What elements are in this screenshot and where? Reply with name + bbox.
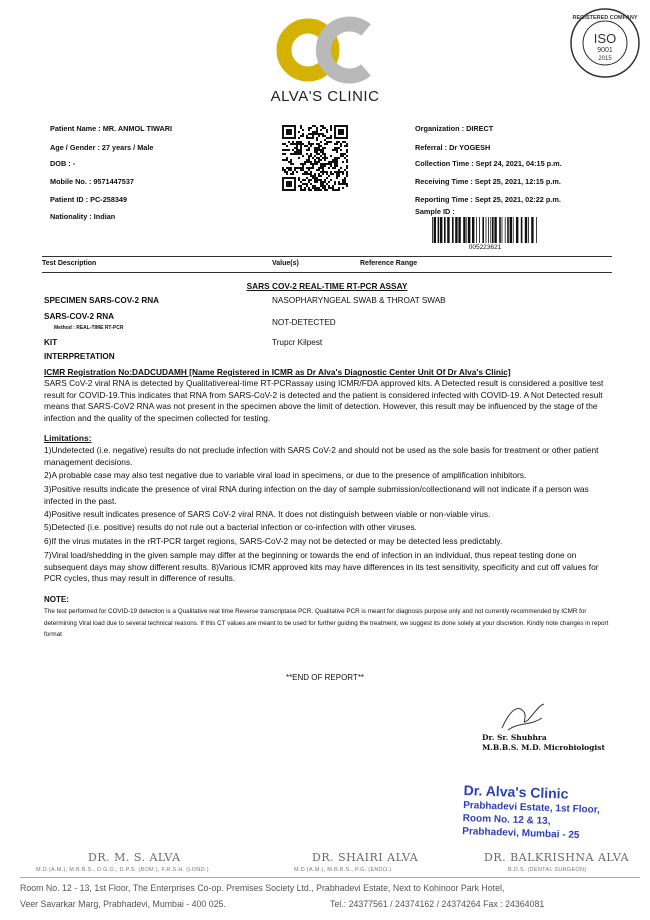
kit-label: KIT — [44, 338, 58, 347]
rna-label: SARS-COV-2 RNA — [44, 312, 115, 321]
clinic-stamp — [462, 782, 601, 843]
col-values: Value(s) — [272, 260, 299, 267]
iso-seal-top-text: REGISTERED COMPANY — [572, 15, 638, 21]
col-test-description: Test Description — [42, 260, 97, 267]
table-header-rule — [42, 272, 612, 273]
collection-time: Collection Time : Sept 24, 2021, 04:15 p.m. — [415, 159, 562, 168]
doctor-3-name: DR. BALKRISHNA ALVA — [484, 851, 630, 864]
limitation-5: 5)Detected (i.e. positive) results do not rule out a bacterial infection or co-infection with other viruses. — [44, 522, 417, 532]
reporting-time: Reporting Time : Sept 25, 2021, 02:22 p.m. — [415, 195, 561, 204]
patient-age-gender: Age / Gender : 27 years / Male — [50, 143, 154, 152]
receiving-time: Receiving Time : Sept 25, 2021, 12:15 p.m. — [415, 177, 561, 186]
method-label: Method : REAL-TIME RT-PCR — [54, 325, 124, 331]
table-top-rule — [42, 256, 612, 257]
limitation-4: 4)Positive result indicates presence of SARS CoV-2 viral RNA. It does not distinguish between viable or non-viable virus. — [44, 509, 491, 519]
patient-mobile: Mobile No. : 9571447537 — [50, 177, 134, 186]
limitation-3: 3)Positive results indicate the presence of viral RNA during infection on the day of sample submission/collectionand will not indicate if a person was infected in the past. — [44, 484, 589, 506]
iso-seal-mid-text: ISO — [593, 31, 617, 46]
patient-dob: DOB : - — [50, 159, 76, 168]
address-line-1: Room No. 12 - 13, 1st Floor, The Enterprises Co-op. Premises Society Ltd., Prabhadevi Estate, Next to Kohinoor Park Hotel, — [20, 883, 505, 893]
iso-certification-seal — [568, 6, 642, 80]
doctor-1-degree: M.D.(A.M.), M.B.B.S., D.G.O., D.P.S. (BOM.), F.R.S.H. (LOND.) — [36, 867, 209, 873]
limitations-heading: Limitations: — [44, 433, 92, 443]
address-phone-fax: Tel.: 24377561 / 24374162 / 24374264 Fax : 24364081 — [330, 899, 545, 909]
address-line-2: Veer Savarkar Marg, Prabhadevi, Mumbai - 400 025. — [20, 899, 226, 909]
limitation-7-8: 7)Viral load/shedding in the given sample may differ at the beginning or towards the end of infection in an individual, thus repeat testing done on subsequent days may show different results. 8)Various ICMR approved kits may have differences in its test sensitivity, specificity and cut off values for PCR cycles, thus may result in difference of results. — [44, 550, 599, 583]
patient-id: Patient ID : PC-258349 — [50, 195, 128, 204]
referral: Referral : Dr YOGESH — [415, 143, 491, 152]
end-of-report: **END OF REPORT** — [285, 673, 365, 682]
interpretation-text: SARS CoV-2 viral RNA is detected by Qualitativereal-time RT-PCRassay using ICMR/FDA approved kits. A Detected result is considered a positive test result for COVID-19.This indicates that RNA from SARS-CoV-2 is detected and the patient is considered infected with COVID-19. A Not Detected result means that SARS-CoV2 RNA was not present in the specimen above the limit of detection. However, this result may be influenced by the stage of the infection and the quality of the specimen collected for testing. — [44, 378, 604, 423]
specimen-label: SPECIMEN SARS-COV-2 RNA — [44, 296, 160, 305]
sample-id-label: Sample ID : — [415, 207, 455, 216]
stamp-line-3: Room No. 12 & 13, — [462, 812, 551, 828]
assay-title: SARS COV-2 REAL-TIME RT-PCR ASSAY — [246, 281, 408, 291]
doctor-2-degree: M.D.(A.M.), M.B.B.S., P.G. (ENDO.) — [294, 867, 392, 873]
iso-seal-num-text: 9001 — [597, 47, 613, 54]
doctor-1-name: DR. M. S. ALVA — [88, 851, 181, 864]
barcode-number: 005223621 — [468, 244, 502, 251]
limitation-2: 2)A probable case may also test negative due to variable viral load in specimens, or due to the presence of amplification inhibitors. — [44, 470, 527, 480]
patient-name: Patient Name : MR. ANMOL TIWARI — [50, 124, 173, 133]
col-reference-range: Reference Range — [360, 260, 418, 267]
doctor-3-degree: B.D.S. (DENTAL SURGEON) — [508, 867, 587, 873]
signature-image — [498, 700, 548, 734]
footer-rule — [20, 877, 640, 878]
rna-result: NOT-DETECTED — [272, 318, 336, 327]
limitation-1: 1)Undetected (i.e. negative) results do not preclude infection with SARS CoV-2 and should not be used as the sole basis for treatment or other patient management decisions. — [44, 445, 599, 467]
signatory-name: Dr. Sr. Shubhra — [482, 733, 547, 742]
iso-seal-year-text: 2015 — [598, 56, 612, 62]
sample-barcode — [432, 217, 538, 243]
signatory-degree: M.B.B.S. M.D. Microbiologist — [482, 743, 605, 752]
stamp-line-1: Dr. Alva's Clinic — [463, 782, 569, 802]
stamp-line-2: Prabhadevi Estate, 1st Floor, — [462, 799, 601, 816]
specimen-value: NASOPHARYNGEAL SWAB & THROAT SWAB — [272, 296, 446, 305]
icmr-registration: ICMR Registration No:DADCUDAMH [Name Registered in ICMR as Dr Alva's Diagnostic Center Unit Of Dr Alva's Clinic] — [44, 367, 511, 377]
organization: Organization : DIRECT — [415, 124, 494, 133]
doctor-2-name: DR. SHAIRI ALVA — [312, 851, 419, 864]
stamp-line-4: Prabhadevi, Mumbai - 25 — [462, 825, 580, 842]
note-text: The test performed for COVID-19 detection is a Qualitative real time Reverse transcriptase PCR. Qualitative PCR is meant for diagnosis purpose only and not currently recommended by ICMR for determining Viral load due to several technical reasons. If this CT values are meant to be used for further guiding the treatment, we suggest its done solely at your discretion. Kindly note changes in report format — [44, 608, 609, 638]
kit-value: Trupcr Kilpest — [272, 338, 323, 347]
report-qr-code — [282, 125, 348, 191]
limitation-6: 6)If the virus mutates in the rRT-PCR target regions, SARS-CoV-2 may not be detected or may be detected less predictably. — [44, 536, 503, 546]
interpretation-heading: INTERPRETATION — [44, 352, 115, 361]
clinic-brand-name: ALVA'S CLINIC — [270, 88, 380, 105]
patient-nationality: Nationality : Indian — [50, 212, 116, 221]
note-heading: NOTE: — [44, 595, 69, 604]
